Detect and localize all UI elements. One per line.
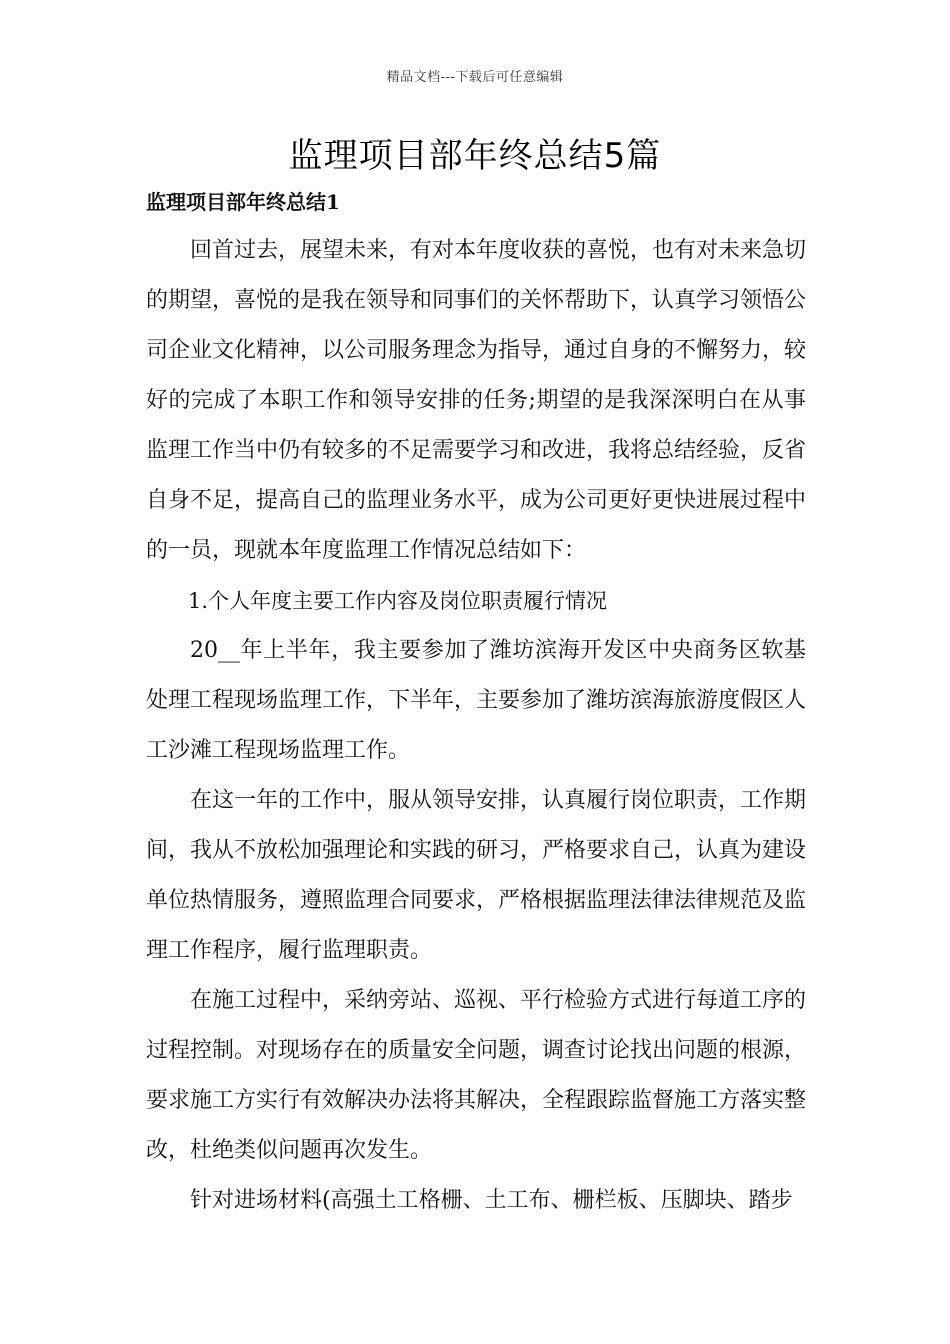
paragraph: 针对进场材料(高强土工格栅、土工布、栅栏板、压脚块、踏步 [190,1188,793,1213]
paragraph: 20__年上半年，我主要参加了潍坊滨海开发区中央商务区软基处理工程现场监理工作，下半年，主要参加了潍坊滨海旅游度假区人工沙滩工程现场监理工作。 [146,638,807,763]
document-body [146,226,806,1226]
numbered-heading: 1.个人年度主要工作内容及岗位职责履行情况 [188,589,608,613]
document-title: 监理项目部年终总结5篇 [288,136,662,176]
header-note: 精品文档---下载后可任意编辑 [386,70,564,85]
paragraph: 回首过去，展望未来，有对本年度收获的喜悦，也有对未来急切的期望，喜悦的是我在领导和同事们的关怀帮助下，认真学习领悟公司企业文化精神，以公司服务理念为指导，通过自身的不懈努力，较好的完成了本职工作和领导安排的任务;期望的是我深深明白在从事监理工作当中仍有较多的不足需要学习和改进，我将总结经验，反省自身不足，提高自己的监理业务水平，成为公司更好更快进展过程中的一员，现就本年度监理工作情况总结如下： [146,238,807,563]
section-heading: 监理项目部年终总结1 [146,190,340,214]
paragraph: 在这一年的工作中，服从领导安排，认真履行岗位职责，工作期间，我从不放松加强理论和实践的研习，严格要求自己，认真为建设单位热情服务，遵照监理合同要求，严格根据监理法律法律规范及监理工作程序，履行监理职责。 [146,788,807,963]
paragraph: 在施工过程中，采纳旁站、巡视、平行检验方式进行每道工序的过程控制。对现场存在的质量安全问题，调查讨论找出问题的根源，要求施工方实行有效解决办法将其解决，全程跟踪监督施工方落实整改，杜绝类似问题再次发生。 [146,988,807,1163]
